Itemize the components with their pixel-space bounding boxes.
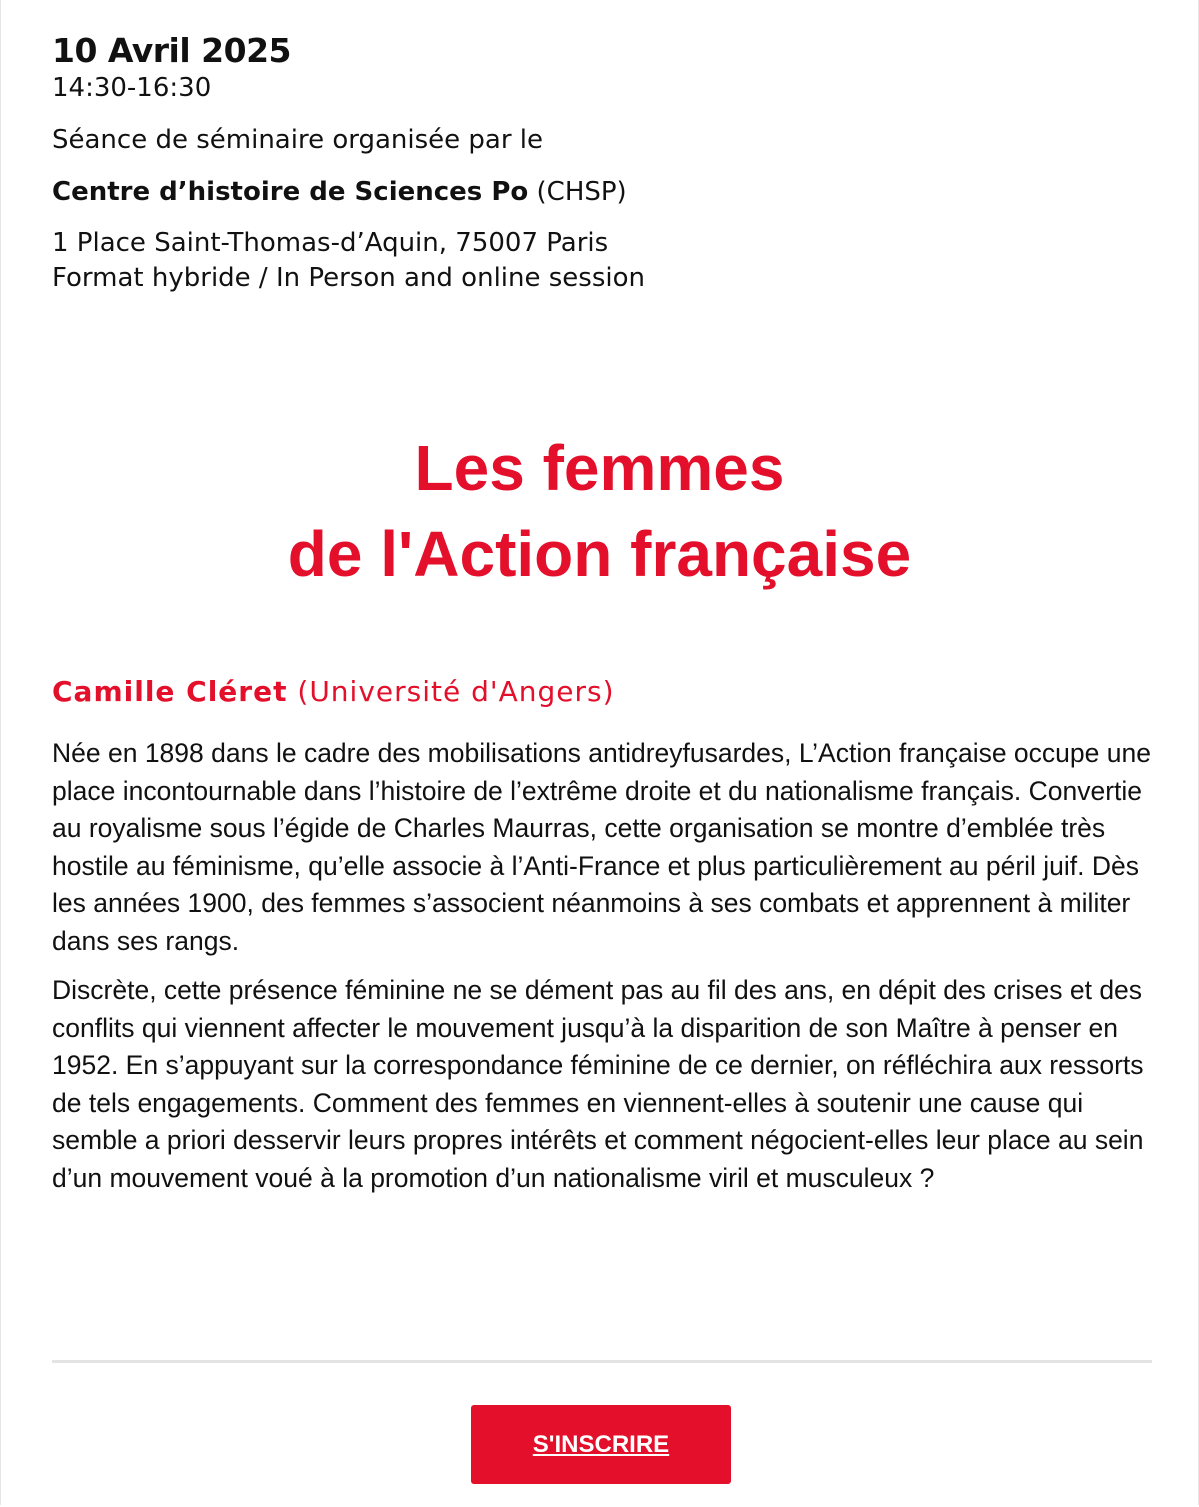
register-button[interactable] <box>471 1405 731 1484</box>
event-format: Format hybride / In Person and online session <box>52 263 645 293</box>
event-date: 10 Avril 2025 <box>52 31 292 70</box>
page-title <box>0 425 1199 597</box>
organizer-abbr: (CHSP) <box>536 177 627 207</box>
speaker <box>52 670 615 714</box>
title-line-1: Les femmes <box>414 432 785 504</box>
divider <box>52 1360 1152 1363</box>
description <box>52 735 1152 1209</box>
title-line-2: de l'Action française <box>287 518 912 590</box>
event-time: 14:30-16:30 <box>52 73 212 103</box>
register-button-label[interactable]: S'INSCRIRE <box>532 1430 670 1458</box>
speaker-affiliation: (Université d'Angers) <box>297 675 615 708</box>
organizer <box>52 174 1152 210</box>
speaker-name: Camille Cléret <box>52 675 288 708</box>
event-info <box>52 28 1152 296</box>
description-paragraph: Née en 1898 dans le cadre des mobilisations antidreyfusardes, L’Action française occupe une place incontournable dans l’histoire de l’extrême droite et du nationalisme français. Convertie au royalisme sous l’égide de Charles Maurras, cette organisation se montre d’emblée très hostile au féminisme, qu’elle associe à l’Anti-France et plus particulièrement au péril juif. Dès les années 1900, des femmes s’associent néanmoins à ses combats et apprennent à militer dans ses rangs. <box>52 738 1151 956</box>
organizer-name: Centre d’histoire de Sciences Po <box>52 177 529 207</box>
description-paragraph: Discrète, cette présence féminine ne se dément pas au fil des ans, en dépit des crises et des conflits qui viennent affecter le mouvement jusqu’à la disparition de son Maître à penser en 1952. En s’appuyant sur la correspondance féminine de ce dernier, on réfléchira aux ressorts de tels engagements. Comment des femmes en viennent-elles à soutenir une cause qui semble a priori desservir leurs propres intérêts et comment négocient-elles leur place au sein d’un mouvement voué à la promotion d’un nationalisme viril et musculeux ? <box>52 975 1144 1193</box>
event-intro: Séance de séminaire organisée par le <box>52 125 544 155</box>
location-block <box>52 226 1152 296</box>
event-address: 1 Place Saint-Thomas-d’Aquin, 75007 Paris <box>52 228 609 258</box>
